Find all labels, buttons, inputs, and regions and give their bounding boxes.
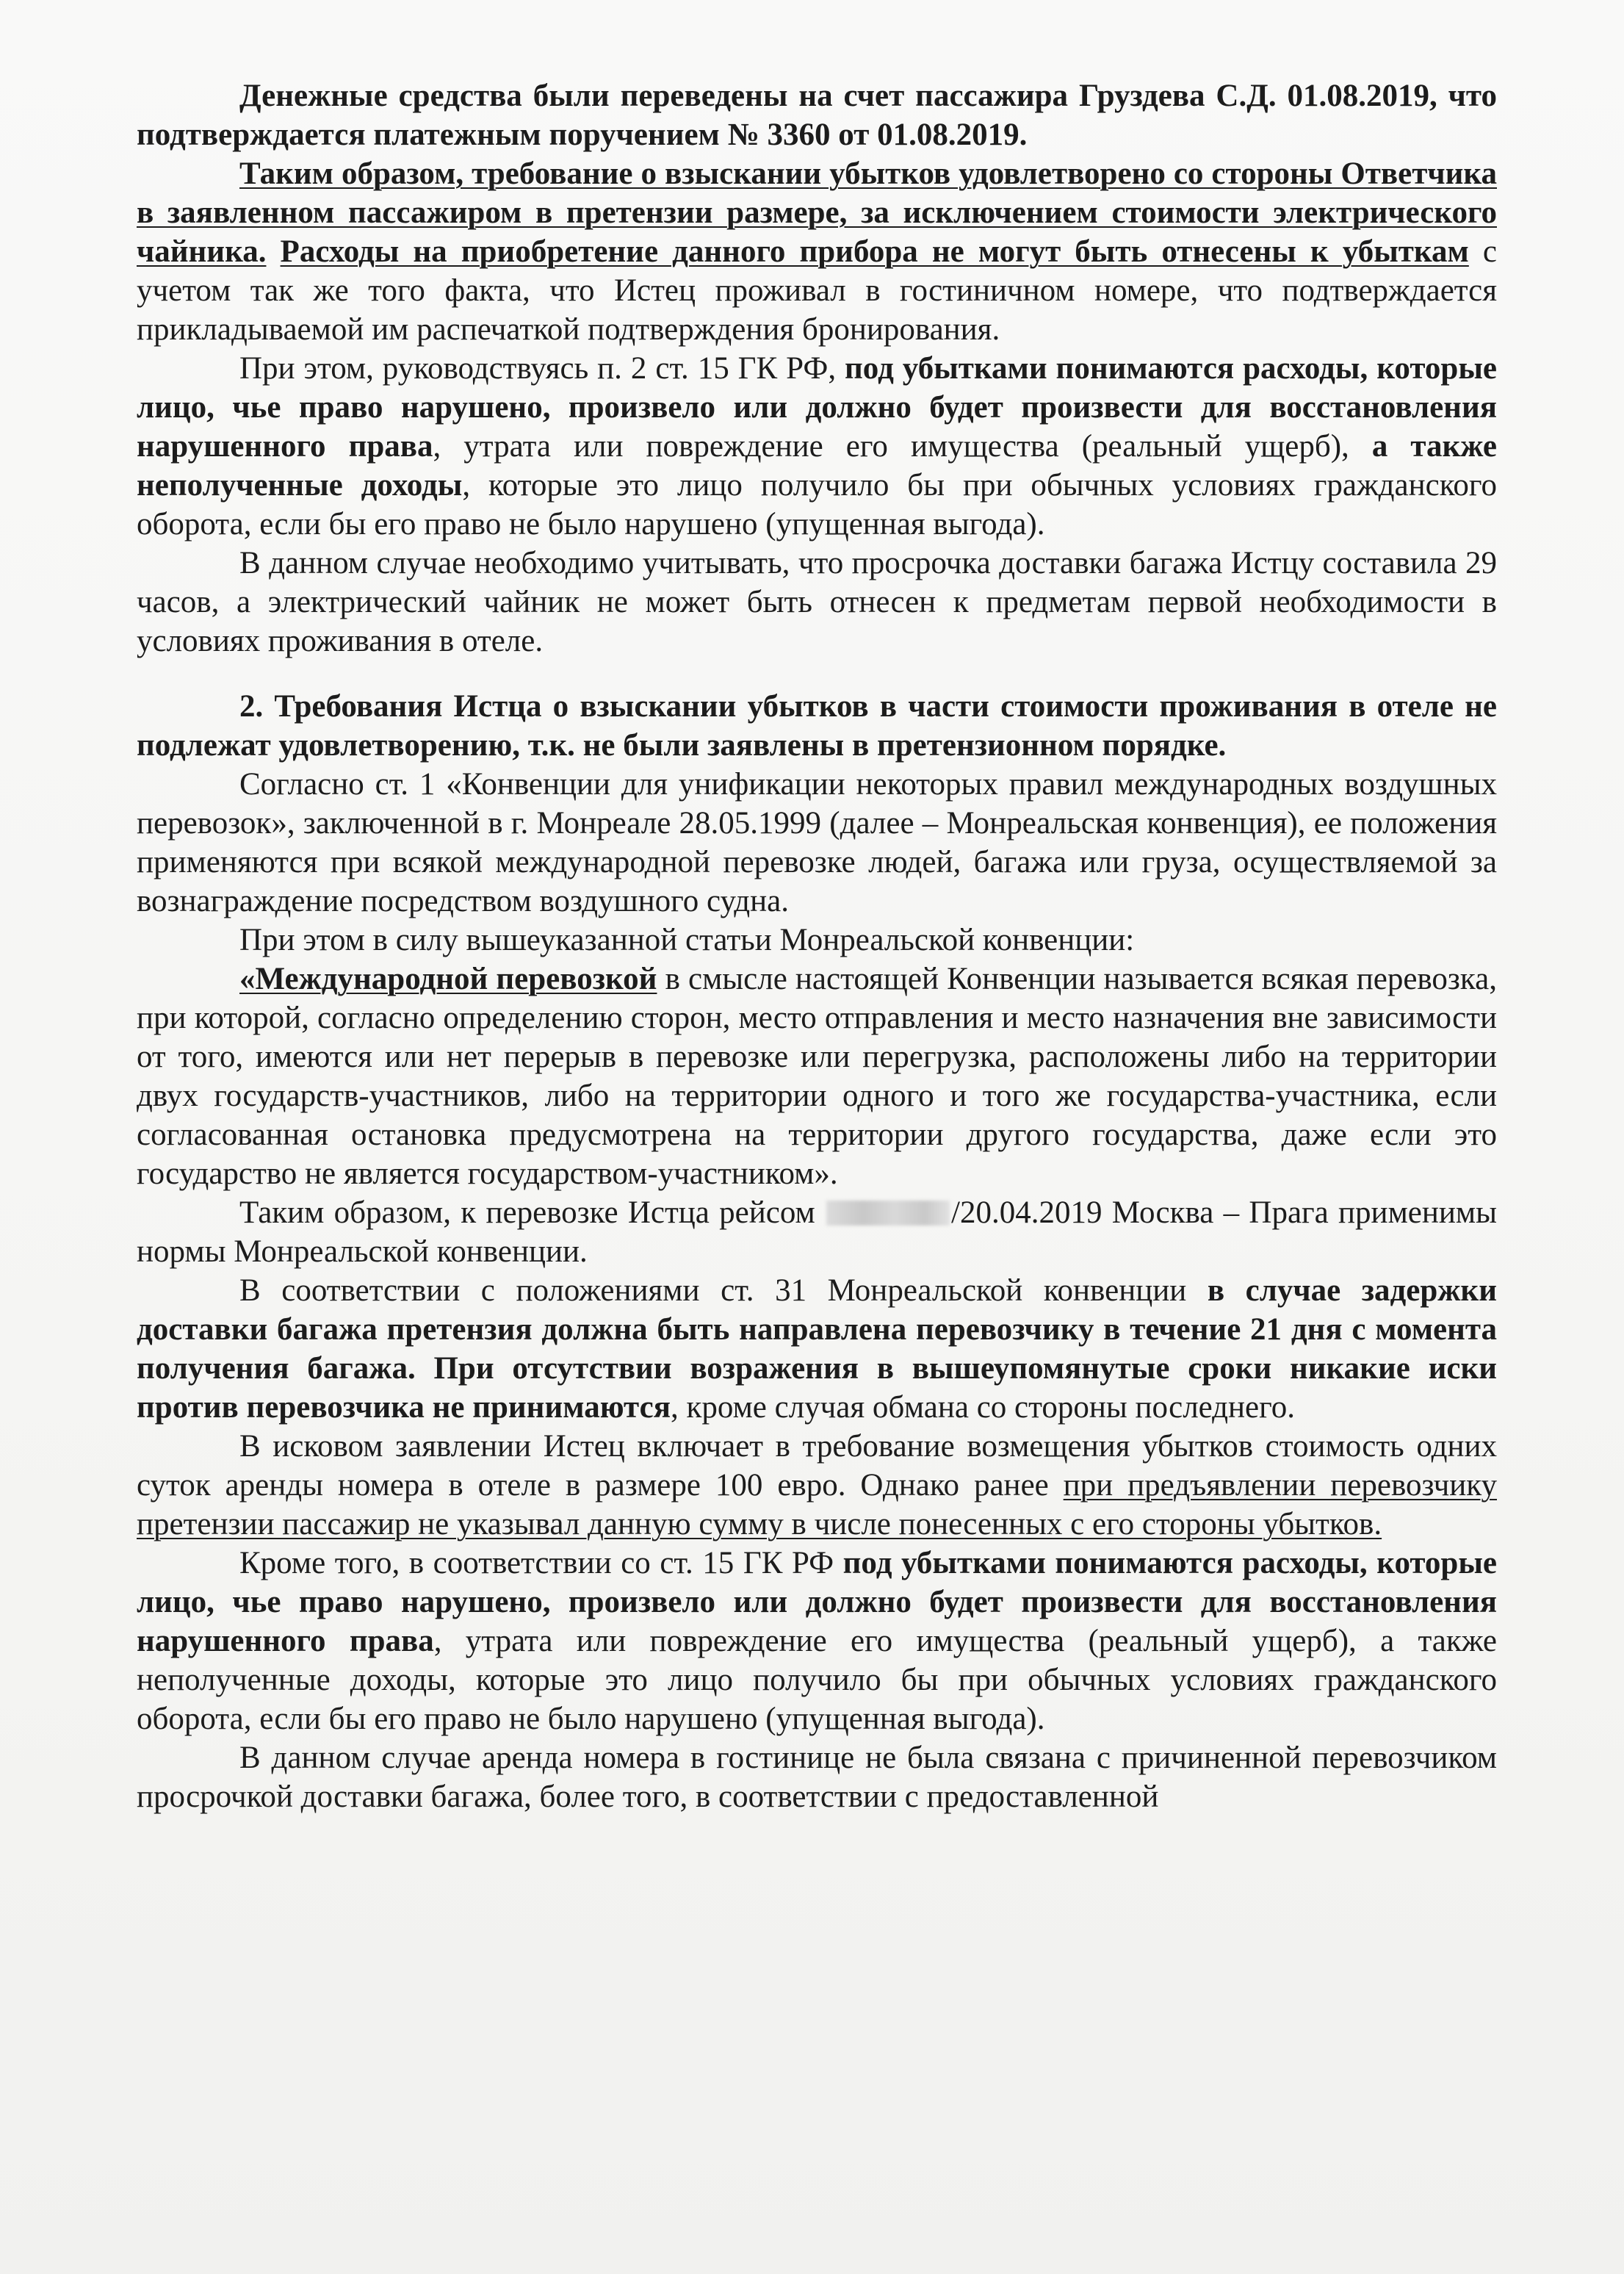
bold-run: в случае задержки доставки багажа претензия должна быть направлена перевозчику в течение 21 дня с момента получения багажа. При отсутствии возражения в вышеупомянутые сроки никакие иски против перевозчика не принимаются (137, 1273, 1497, 1425)
text-run: Согласно ст. 1 «Конвенции для унификации некоторых правил международных воздушных перевозок», заключенной в г. Монреале 28.05.1999 (далее – Монреальская конвенция), ее положения применяются при всякой международной перевозке людей, багажа или груза, осуществляемой за вознаграждение посредством воздушного судна. (137, 767, 1497, 918)
text-run: Кроме того, в соответствии со ст. 15 ГК РФ (239, 1546, 843, 1580)
underlined-run: при предъявлении перевозчику претензии пассажир не указывал данную сумму в числе понесенных с его стороны убытков. (137, 1468, 1497, 1541)
paragraph-flight (137, 1193, 1497, 1271)
text-run: В данном случае необходимо учитывать, что просрочка доставки багажа Истцу составила 29 часов, а электрический чайник не может быть отнесен к предметам первой необходимости в условиях проживания в отеле. (137, 546, 1497, 658)
paragraph-conclusion (137, 154, 1497, 349)
document-body (137, 76, 1497, 1816)
bold-run: а также неполученные доходы (137, 429, 1497, 503)
hotel-booking-note: с учетом так же того факта, что Истец проживал в гостиничном номере, что подтверждается прикладываемой им распечаткой подтверждения бронирования. (137, 234, 1498, 347)
section-heading-2 (137, 687, 1497, 765)
paragraph-article-31 (137, 1271, 1497, 1427)
claim-satisfied-statement: Таким образом, требование о взыскании убытков удовлетворено со стороны Ответчика в заявленном пассажиром в претензии размере, за исключением стоимости электрического чайника. (137, 156, 1497, 269)
paragraph-delay (137, 544, 1497, 661)
paragraph-hotel-rental (137, 1738, 1497, 1816)
text-run: В данном случае аренда номера в гостинице не была связана с причиненной перевозчиком просрочкой доставки багажа, более того, в соответствии с предоставленной (137, 1741, 1497, 1814)
paragraph-payment (137, 76, 1497, 154)
text-run: При этом, руководствуясь п. 2 ст. 15 ГК РФ, (239, 351, 845, 386)
text-run: /20.04.2019 Москва – Прага применимы нормы Монреальской конвенции. (137, 1195, 1497, 1269)
heading-text: 2. Требования Истца о взыскании убытков в части стоимости проживания в отеле не подлежат удовлетворению, т.к. не были заявлены в претензионном порядке. (137, 689, 1497, 763)
text-run: , которые это лицо получило бы при обычных условиях гражданского оборота, если бы его право не было нарушено (упущенная выгода). (137, 468, 1497, 541)
bold-run: под убытками понимаются расходы, которые лицо, чье право нарушено, произвело или должно будет произвести для восстановления нарушенного права (137, 351, 1497, 464)
paragraph-convention-intro (137, 921, 1497, 960)
paragraph-losses-definition-2 (137, 1544, 1497, 1738)
text-run: в смысле настоящей Конвенции называется всякая перевозка, при которой, согласно определению сторон, место отправления и место назначения вне зависимости от того, имеются или нет перерыв в перевозке или перегрузка, расположены либо на территории двух государств-участников, либо на территории одного и того же государства-участника, если согласованная остановка предусмотрена на территории другого государства, даже если это государство не является государством-участником». (137, 962, 1497, 1191)
text-run: В соответствии с положениями ст. 31 Монреальской конвенции (239, 1273, 1208, 1308)
paragraph-montreal-convention (137, 765, 1497, 921)
text-run: Таким образом, к перевозке Истца рейсом (239, 1195, 826, 1230)
text-run: , кроме случая обмана со стороны последнего. (671, 1390, 1295, 1425)
redacted-flight-number (826, 1201, 950, 1226)
paragraph-hotel-claim (137, 1427, 1497, 1544)
defined-term: «Международной перевозкой (239, 962, 657, 996)
payment-statement: Денежные средства были переведены на счет пассажира Груздева С.Д. 01.08.2019, что подтверждается платежным поручением № 3360 от 01.08.2019. (137, 79, 1497, 152)
text-run: При этом в силу вышеуказанной статьи Монреальской конвенции: (239, 923, 1135, 957)
paragraph-international-carriage (137, 960, 1497, 1193)
paragraph-losses-definition (137, 349, 1497, 544)
kettle-expense-statement: Расходы на приобретение данного прибора не могут быть отнесены к убыткам (280, 234, 1469, 269)
text-run: В исковом заявлении Истец включает в требование возмещения убытков стоимость одних суток аренды номера в отеле в размере 100 евро. Однако ранее (137, 1429, 1497, 1503)
text-run: , утрата или повреждение его имущества (реальный ущерб), а также неполученные доходы, которые это лицо получило бы при обычных условиях гражданского оборота, если бы его право не было нарушено (упущенная выгода). (137, 1624, 1497, 1736)
text-run: , утрата или повреждение его имущества (реальный ущерб), (433, 429, 1372, 464)
bold-run: под убытками понимаются расходы, которые лицо, чье право нарушено, произвело или должно будет произвести для восстановления нарушенного права (137, 1546, 1497, 1658)
